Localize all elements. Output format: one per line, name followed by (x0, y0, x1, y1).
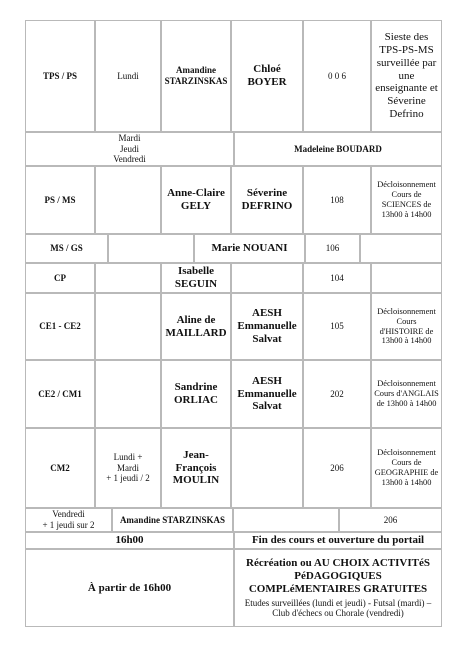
room-cp: 104 (303, 263, 371, 293)
days-cm2 (95, 428, 161, 508)
day-ce1-ce2 (95, 293, 161, 360)
teacher-tps-ps-2: Madeleine BOUDARD (234, 132, 442, 166)
assistant-ce2-cm1: AESH Emmanuelle Salvat (231, 360, 303, 428)
day-label: Mardi (117, 462, 139, 473)
teacher-ps-ms: Anne-Claire GELY (161, 166, 231, 234)
level-ps-ms: PS / MS (25, 166, 95, 234)
teacher-ms-gs: Marie NOUANI (194, 234, 305, 263)
assistant-tps-ps: Chloé BOYER (231, 20, 303, 132)
teacher-ce1-ce2: Aline de MAILLARD (161, 293, 231, 360)
day-ps-ms (95, 166, 161, 234)
assistant-ce1-ce2: AESH Emmanuelle Salvat (231, 293, 303, 360)
teacher-cm2-2: Amandine STARZINSKAS (112, 508, 233, 532)
day-label: + 1 jeudi / 2 (106, 473, 150, 484)
day-cp (95, 263, 161, 293)
day-ce2-cm1 (95, 360, 161, 428)
after-detail: Etudes surveillées (lundi et jeudi) - Futsal (mardi) – Club d'échecs ou Chorale (vendredi) (244, 597, 432, 619)
note-ms-gs (360, 234, 442, 263)
note-cm2: Décloisonnement Cours de GEOGRAPHIE de 13h00 à 14h00 (371, 428, 442, 508)
level-tps-ps: TPS / PS (25, 20, 95, 132)
day-label: + 1 jeudi sur 2 (42, 520, 95, 530)
level-ce1-ce2: CE1 - CE2 (25, 293, 95, 360)
room-tps-ps: 0 0 6 (303, 20, 371, 132)
teacher-ce2-cm1: Sandrine ORLIAC (161, 360, 231, 428)
after-title: Récréation ou AU CHOIX ACTIVITéS PéDAGOGIQUES COMPLéMENTAIRES GRATUITES (246, 557, 430, 596)
day-tps-ps: Lundi (95, 20, 161, 132)
room-cm2-2: 206 (339, 508, 442, 532)
level-cp: CP (25, 263, 95, 293)
teacher-cm2: Jean-François MOULIN (161, 428, 231, 508)
note-ps-ms: Décloisonnement Cours de SCIENCES de 13h00 à 14h00 (371, 166, 442, 234)
room-ce1-ce2: 105 (303, 293, 371, 360)
teacher-tps-ps: Amandine STARZINSKAS (161, 20, 231, 132)
day-label: Vendredi (52, 509, 85, 520)
room-ce2-cm1: 202 (303, 360, 371, 428)
end-time: 16h00 (25, 532, 234, 549)
note-ce2-cm1: Décloisonnement Cours d'ANGLAIS de 13h00 à 14h00 (371, 360, 442, 428)
assistant-cp (231, 263, 303, 293)
assistant-cm2 (231, 428, 303, 508)
level-cm2: CM2 (25, 428, 95, 508)
after-activities (234, 549, 442, 627)
room-cm2: 206 (303, 428, 371, 508)
room-ms-gs: 106 (305, 234, 360, 263)
teacher-cp: Isabelle SEGUIN (161, 263, 231, 293)
room-ps-ms: 108 (303, 166, 371, 234)
end-label: Fin des cours et ouverture du portail (234, 532, 442, 549)
note-ce1-ce2: Décloisonnement Cours d'HISTOIRE de 13h00 à 14h00 (371, 293, 442, 360)
after-time: À partir de 16h00 (25, 549, 234, 627)
note-tps-ps: Sieste des TPS-PS-MS surveillée par une enseignante et Séverine Defrino (371, 20, 442, 132)
days-cm2-2 (25, 508, 112, 532)
empty-cm2-2 (233, 508, 339, 532)
level-ms-gs: MS / GS (25, 234, 108, 263)
assistant-ps-ms: Séverine DEFRINO (231, 166, 303, 234)
days-tps-ps-2 (25, 132, 234, 166)
day-label: Lundi + (113, 452, 143, 463)
day-label: Mardi (118, 133, 141, 144)
day-label: Jeudi (120, 143, 139, 154)
level-ce2-cm1: CE2 / CM1 (25, 360, 95, 428)
note-cp (371, 263, 442, 293)
day-label: Vendredi (113, 154, 146, 165)
day-ms-gs (108, 234, 194, 263)
